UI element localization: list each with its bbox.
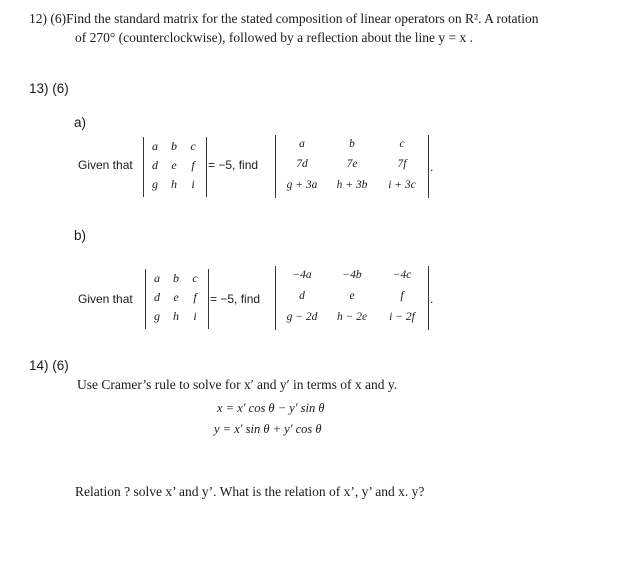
det-entry: i + 3c <box>388 179 416 191</box>
q13a-determinant-2 <box>275 135 429 198</box>
det-entry: d <box>152 158 158 172</box>
det-entry: c <box>192 271 198 285</box>
det-entry: g + 3a <box>286 179 318 191</box>
det-entry: f <box>400 290 404 302</box>
q13a-determinant-1 <box>143 137 207 197</box>
det-entry: e <box>171 158 177 172</box>
det-entry: c <box>399 138 405 150</box>
det-entry: i <box>191 177 195 191</box>
det-entry: h <box>171 177 177 191</box>
det-entry: b <box>171 139 177 153</box>
q13a-period: . <box>430 160 434 174</box>
q12-line1: (6)Find the standard matrix for the stated composition of linear operators on R². A rotation <box>50 11 539 26</box>
q13b-determinant-2 <box>275 266 429 330</box>
det-entry: g <box>154 309 160 323</box>
q14-header: 14) (6) <box>29 358 69 373</box>
q13a-label: a) <box>74 115 87 130</box>
det-entry: g − 2d <box>286 311 318 323</box>
det-entry: a <box>154 271 160 285</box>
det-entry: i <box>193 309 197 323</box>
q13a-given-text: Given that <box>78 158 133 172</box>
det-entry: h + 3b <box>336 179 368 191</box>
det-entry: 7e <box>346 158 358 170</box>
det-entry: −4a <box>292 269 312 281</box>
det-entry: b <box>173 271 179 285</box>
det-entry: d <box>299 290 305 302</box>
q14-equation-2: y = x′ sin θ + y′ cos θ <box>214 422 322 436</box>
q13b-determinant-1 <box>145 269 209 329</box>
det-entry: −4b <box>342 269 362 281</box>
q14-equation-1: x = x′ cos θ − y′ sin θ <box>217 401 325 415</box>
det-entry: a <box>152 139 158 153</box>
det-entry: −4c <box>392 269 412 281</box>
q13b-label: b) <box>74 228 87 243</box>
q12-number: 12) <box>29 11 47 26</box>
q13a-equals-find: = −5, find <box>208 158 259 172</box>
det-entry: 7d <box>296 158 308 170</box>
det-entry: h <box>173 309 179 323</box>
q13-header: 13) (6) <box>29 81 69 96</box>
det-entry: e <box>173 290 179 304</box>
det-entry: b <box>349 138 355 150</box>
q13b-period: . <box>430 292 434 306</box>
det-entry: d <box>154 290 160 304</box>
det-entry: h − 2e <box>336 311 368 323</box>
det-entry: e <box>349 290 355 302</box>
det-entry: g <box>152 177 158 191</box>
det-entry: i − 2f <box>389 311 415 323</box>
q13b-given-text: Given that <box>78 292 133 306</box>
q13b-equals-find: = −5, find <box>210 292 261 306</box>
det-entry: f <box>193 290 197 304</box>
q12-text <box>29 9 538 28</box>
det-entry: f <box>191 158 195 172</box>
det-entry: c <box>190 139 196 153</box>
det-entry: a <box>299 138 305 150</box>
q12-line2: of 270° (counterclockwise), followed by a reflection about the line y = x . <box>75 30 474 45</box>
q14-prompt: Use Cramer’s rule to solve for x′ and y′ in terms of x and y. <box>77 377 398 392</box>
q14-relation: Relation ? solve x’ and y’. What is the relation of x’, y’ and x. y? <box>75 484 425 499</box>
det-entry: 7f <box>397 158 407 170</box>
